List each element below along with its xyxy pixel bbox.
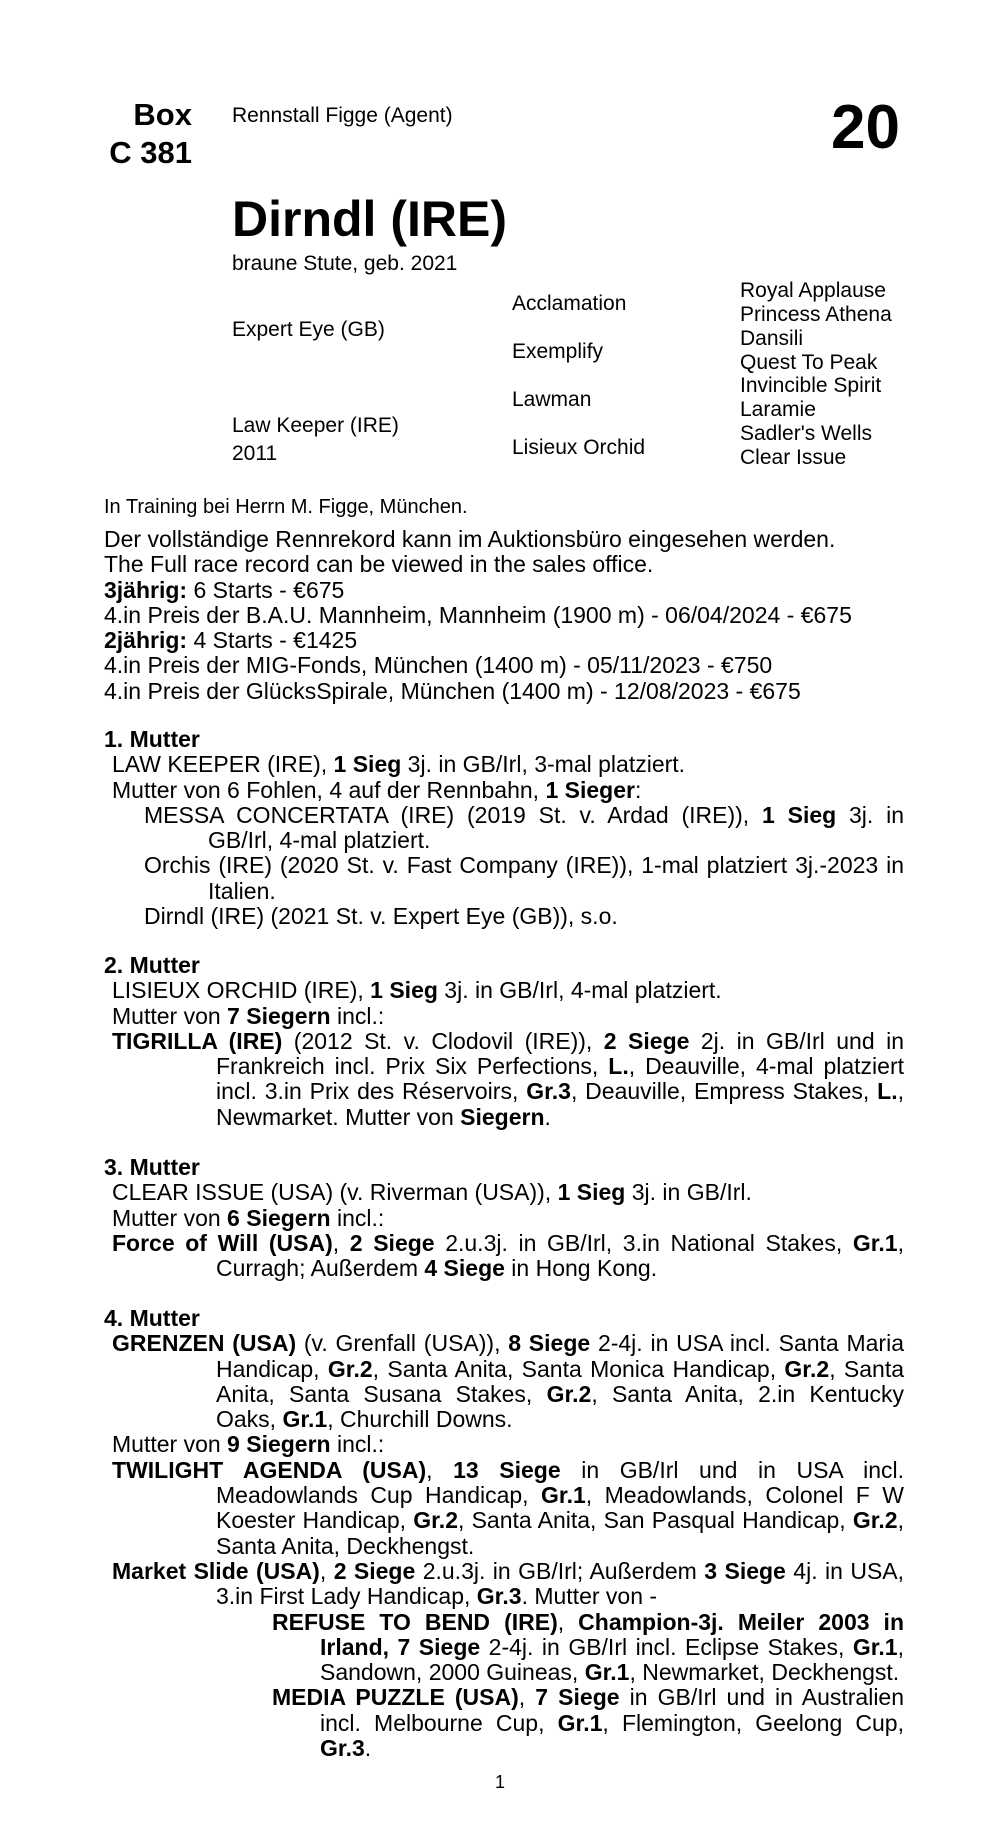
dam-section-4: [104, 1306, 904, 1761]
bold-text: 2 Siege: [349, 1229, 435, 1256]
text-span: Mutter von: [112, 1002, 228, 1029]
race-record: [104, 527, 904, 704]
bold-text: 1 Sieger: [545, 776, 635, 803]
bold-text: TIGRILLA (IRE): [112, 1027, 283, 1054]
pedigree-great-grandparent: Clear Issue: [740, 446, 847, 469]
dam-section-2: [104, 953, 904, 1130]
bold-text: Gr.2: [852, 1507, 898, 1534]
offspring-entry: Orchis (IRE) (2020 St. v. Fast Company (IRE)), 1-mal platziert 3j.-2023 in Italien.: [144, 852, 904, 904]
text-span: incl.:: [330, 1431, 385, 1458]
bold-text: Gr.2: [327, 1355, 373, 1382]
text-span: MESSA CONCERTATA (IRE) (2019 St. v. Ardad (IRE)),: [144, 801, 762, 828]
text-span: , Deauville, Empress Stakes,: [570, 1078, 878, 1105]
box-title: Box: [133, 97, 192, 132]
stable-name: Rennstall Figge (Agent): [232, 104, 453, 127]
bold-text: Gr.2: [413, 1507, 458, 1534]
dam-section-1: [104, 727, 904, 929]
pedigree-grandparent: Lisieux Orchid: [512, 436, 646, 459]
text-span: LISIEUX ORCHID (IRE),: [112, 977, 371, 1004]
grand-offspring-entry: [104, 1685, 904, 1761]
box-label: [92, 96, 192, 172]
text-span: , Newmarket, Deckhengst.: [629, 1659, 900, 1686]
text-span: .: [544, 1103, 551, 1130]
text-span: , Curragh; Außerdem: [216, 1229, 904, 1282]
record-intro-de: Der vollständige Rennrekord kann im Auktionsbüro eingesehen werden.: [104, 526, 836, 552]
text-span: Mutter von: [112, 1431, 228, 1458]
section-title: 2. Mutter: [104, 952, 200, 978]
dam-section-3: [104, 1155, 904, 1281]
lot-number: 20: [831, 93, 900, 162]
pedigree-great-grandparent: Royal Applause: [740, 279, 886, 302]
bold-text: 9 Siegern: [227, 1431, 331, 1458]
horse-description: braune Stute, geb. 2021: [232, 252, 458, 275]
bold-text: 2 Siege: [603, 1027, 690, 1054]
grand-offspring-entry: [104, 1610, 904, 1686]
text-span: , Newmarket. Mutter von: [216, 1078, 904, 1130]
horse-name: Dirndl (IRE): [232, 191, 507, 247]
text-span: (2012 St. v. Clodovil (IRE)),: [282, 1027, 604, 1054]
text-span: 2-4j. in GB/Irl incl. Eclipse Stakes,: [480, 1633, 853, 1660]
bold-text: L.: [608, 1053, 629, 1080]
age2-starts: 4 Starts - €1425: [187, 627, 358, 654]
offspring-entry: [104, 1029, 904, 1130]
text-span: :: [634, 776, 642, 803]
bold-text: 1 Sieg: [370, 977, 438, 1004]
bold-text: REFUSE TO BEND (IRE): [272, 1608, 558, 1635]
text-span: Mutter von 6 Fohlen, 4 auf der Rennbahn,: [112, 776, 546, 803]
text-span: , Santa Anita, Santa Monica Handicap,: [372, 1355, 785, 1382]
text-span: .: [364, 1735, 372, 1762]
bold-text: Gr.3: [476, 1583, 522, 1610]
text-span: ,: [518, 1684, 536, 1711]
text-span: (v. Grenfall (USA)),: [296, 1330, 509, 1357]
pedigree-great-grandparent: Laramie: [740, 398, 816, 421]
pedigree-dam: Law Keeper (IRE): [232, 414, 399, 437]
bold-text: 1 Sieg: [333, 751, 402, 778]
age3-label: 3jährig:: [104, 576, 188, 603]
pedigree-grandparent: Acclamation: [512, 292, 627, 315]
record-age3: [104, 578, 904, 603]
pedigree-dam-year: 2011: [232, 442, 278, 465]
produce-line: [104, 1004, 904, 1029]
bold-text: Gr.2: [784, 1355, 830, 1382]
pedigree-grandparent: Exemplify: [512, 340, 604, 363]
text-span: , Santa Anita, Deckhengst.: [216, 1507, 904, 1559]
offspring-entry: [104, 1231, 904, 1282]
page-number: 1: [494, 1772, 505, 1792]
text-span: ,: [557, 1608, 579, 1635]
bold-text: Gr.1: [557, 1709, 603, 1736]
bold-text: Gr.1: [584, 1659, 630, 1686]
bold-text: Gr.1: [541, 1482, 586, 1509]
text-span: . Mutter von -: [521, 1583, 658, 1610]
bold-text: Gr.1: [852, 1633, 898, 1660]
bold-text: 1 Sieg: [557, 1179, 626, 1206]
bold-text: Gr.3: [526, 1078, 571, 1105]
bold-text: 2 Siege: [333, 1557, 416, 1584]
text-span: CLEAR ISSUE (USA) (v. Riverman (USA)),: [112, 1179, 558, 1206]
bold-text: 7 Siegern: [227, 1002, 331, 1029]
dam-line: [104, 978, 904, 1003]
bold-text: TWILIGHT AGENDA (USA): [112, 1456, 427, 1483]
text-span: , Deauville, 4-mal platziert incl. 3.in Prix des Réservoirs,: [216, 1053, 904, 1105]
box-number: C 381: [109, 135, 192, 170]
bold-text: 7 Siege: [535, 1684, 620, 1711]
bold-text: 4 Siege: [424, 1255, 505, 1282]
section-title: 1. Mutter: [104, 726, 200, 752]
text-span: incl.:: [330, 1002, 385, 1029]
text-span: , Churchill Downs.: [327, 1406, 513, 1433]
pedigree-great-grandparent: Quest To Peak: [740, 351, 878, 374]
text-span: 3j. in GB/Irl, 4-mal platziert.: [437, 977, 722, 1004]
section-title: 3. Mutter: [104, 1154, 200, 1180]
bold-text: 3 Siege: [704, 1557, 786, 1584]
text-span: ,: [319, 1557, 334, 1584]
text-span: , Flemington, Geelong Cup,: [602, 1709, 904, 1736]
text-span: in Hong Kong.: [504, 1255, 658, 1282]
dam-line: [104, 1180, 904, 1205]
pedigree-great-grandparent: Princess Athena: [740, 303, 892, 326]
age3-starts: 6 Starts - €675: [187, 576, 345, 603]
bold-text: 13 Siege: [453, 1456, 561, 1483]
produce-line: [104, 1206, 904, 1231]
bold-text: Champion-3j. Meiler 2003 in Irland, 7 Siege: [320, 1608, 904, 1660]
bold-text: Gr.2: [546, 1380, 592, 1407]
text-span: , Meadowlands, Colonel F W Koester Handicap,: [216, 1482, 905, 1534]
text-span: , Sandown, 2000 Guineas,: [320, 1633, 904, 1686]
bold-text: 8 Siege: [508, 1330, 591, 1357]
race-line: 4.in Preis der MIG-Fonds, München (1400 m) - 05/11/2023 - €750: [104, 652, 773, 679]
bold-text: Gr.1: [282, 1406, 328, 1433]
bold-text: GRENZEN (USA): [112, 1330, 297, 1357]
pedigree-great-grandparent: Dansili: [740, 327, 804, 350]
pedigree-sire: Expert Eye (GB): [232, 318, 385, 341]
bold-text: MEDIA PUZZLE (USA): [272, 1684, 519, 1711]
text-span: Mutter von: [112, 1204, 228, 1231]
text-span: 2.u.3j. in GB/Irl; Außerdem: [415, 1557, 705, 1584]
race-line: 4.in Preis der GlücksSpirale, München (1400 m) - 12/08/2023 - €675: [104, 677, 801, 704]
text-span: 3j. in GB/Irl.: [625, 1179, 752, 1206]
text-span: incl.:: [330, 1204, 385, 1231]
text-span: , Santa Anita, Santa Susana Stakes,: [216, 1355, 904, 1407]
text-span: 3j. in GB/Irl, 4-mal platziert.: [208, 801, 905, 854]
text-span: in GB/Irl und in Australien incl. Melbourne Cup,: [320, 1684, 905, 1736]
age2-label: 2jährig:: [104, 627, 188, 654]
dam-line: [104, 752, 904, 777]
bold-text: L.: [877, 1078, 898, 1105]
section-title: 4. Mutter: [104, 1305, 200, 1331]
bold-text: Market Slide (USA): [112, 1557, 320, 1584]
bold-text: Siegern: [460, 1103, 545, 1130]
training-note: In Training bei Herrn M. Figge, München.: [104, 496, 468, 518]
bold-text: Force of Will (USA): [112, 1229, 333, 1256]
offspring-entry: [104, 803, 904, 854]
offspring-entry: [104, 1458, 904, 1559]
text-span: 2j. in GB/Irl und in Frankreich incl. Prix Six Perfections,: [216, 1027, 904, 1080]
bold-text: 1 Sieg: [762, 801, 837, 828]
text-span: ,: [426, 1456, 454, 1483]
bold-text: Gr.3: [320, 1735, 365, 1762]
text-span: 2-4j. in USA incl. Santa Maria Handicap,: [216, 1330, 904, 1382]
pedigree-great-grandparent: Sadler's Wells: [740, 422, 872, 445]
produce-line: [104, 1432, 904, 1457]
offspring-entry: [104, 1559, 904, 1610]
text-span: ,: [332, 1229, 350, 1256]
text-span: , Santa Anita, 2.in Kentucky Oaks,: [216, 1380, 904, 1433]
dam-line: [104, 1331, 904, 1432]
text-span: 2.u.3j. in GB/Irl, 3.in National Stakes,: [434, 1229, 853, 1256]
record-intro-en: The Full race record can be viewed in the sales office.: [104, 551, 654, 578]
pedigree-grandparent: Lawman: [512, 388, 592, 411]
text-span: 4j. in USA, 3.in First Lady Handicap,: [216, 1557, 905, 1610]
record-age2: [104, 628, 904, 653]
pedigree-great-grandparent: Invincible Spirit: [740, 374, 882, 397]
bold-text: Gr.1: [852, 1229, 898, 1256]
text-span: in GB/Irl und in USA incl. Meadowlands Cup Handicap,: [216, 1456, 904, 1509]
text-span: , Santa Anita, San Pasqual Handicap,: [458, 1507, 853, 1534]
text-span: LAW KEEPER (IRE),: [112, 751, 334, 778]
bold-text: 6 Siegern: [227, 1204, 331, 1231]
produce-line: [104, 778, 904, 803]
text-span: 3j. in GB/Irl, 3-mal platziert.: [401, 751, 686, 778]
offspring-entry: Dirndl (IRE) (2021 St. v. Expert Eye (GB)), s.o.: [144, 903, 618, 930]
race-line: 4.in Preis der B.A.U. Mannheim, Mannheim (1900 m) - 06/04/2024 - €675: [104, 601, 852, 628]
